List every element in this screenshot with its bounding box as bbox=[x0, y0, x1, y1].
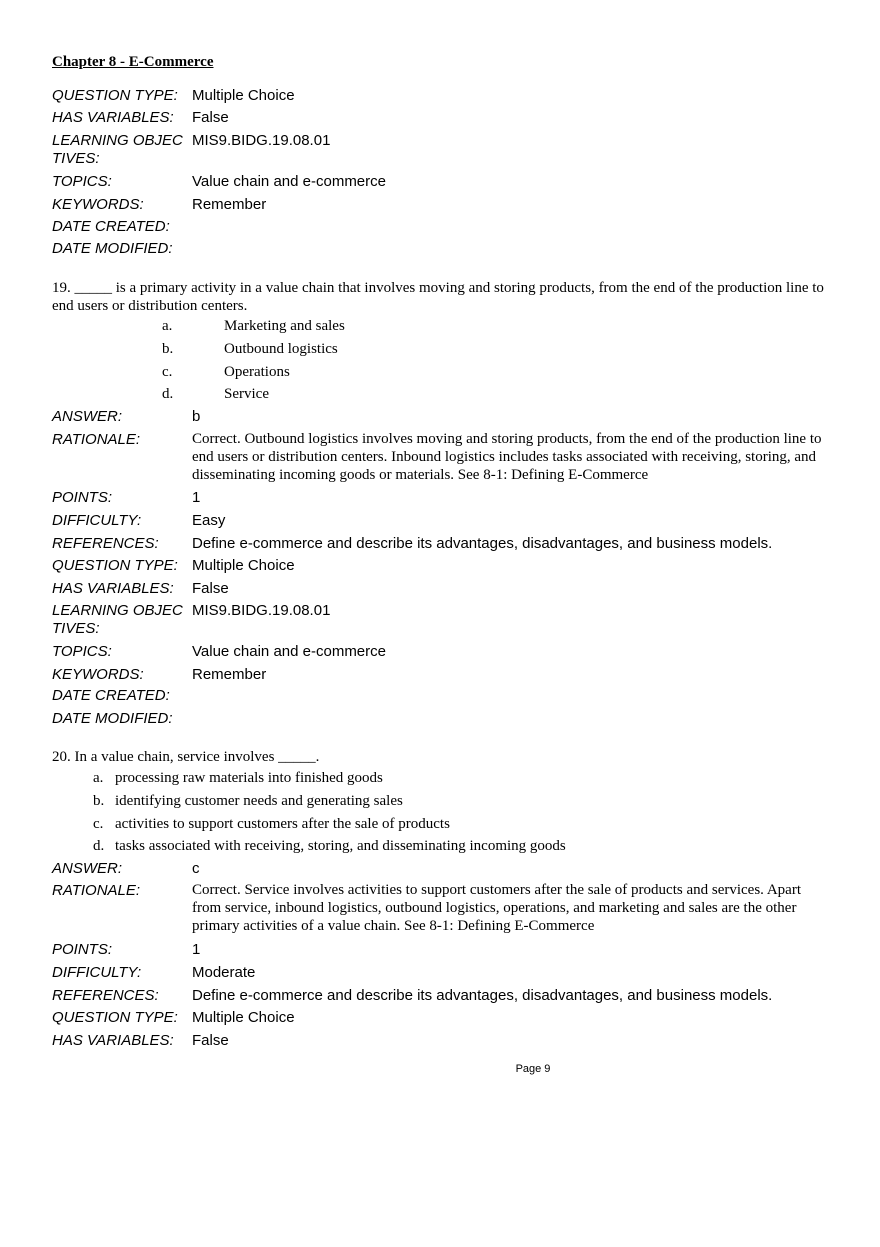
chapter-title: Chapter 8 - E-Commerce bbox=[52, 54, 214, 70]
learning-objectives-label-cont: TIVES: bbox=[52, 620, 100, 637]
date-created-label: DATE CREATED: bbox=[52, 687, 170, 704]
choice-text: processing raw materials into finished goods bbox=[115, 770, 383, 786]
rationale-label: RATIONALE: bbox=[52, 882, 141, 899]
has-variables-label: HAS VARIABLES: bbox=[52, 1032, 174, 1049]
learning-objectives-value: MIS9.BIDG.19.08.01 bbox=[192, 602, 331, 619]
keywords-value: Remember bbox=[192, 196, 267, 213]
points-value: 1 bbox=[192, 941, 201, 958]
points-label: POINTS: bbox=[52, 489, 113, 506]
date-created-label: DATE CREATED: bbox=[52, 218, 170, 235]
choice-letter: a. bbox=[93, 770, 104, 786]
difficulty-value: Easy bbox=[192, 512, 226, 529]
answer-label: ANSWER: bbox=[52, 860, 123, 877]
learning-objectives-label: LEARNING OBJEC bbox=[52, 132, 183, 149]
choice-letter: b. bbox=[93, 793, 105, 809]
difficulty-value: Moderate bbox=[192, 964, 256, 981]
choice-letter: d. bbox=[93, 838, 105, 854]
references-value: Define e-commerce and describe its advantages, disadvantages, and business models. bbox=[192, 535, 773, 552]
topics-value: Value chain and e-commerce bbox=[192, 643, 386, 660]
choice-letter: d. bbox=[162, 386, 174, 402]
choice-text: tasks associated with receiving, storing, and disseminating incoming goods bbox=[115, 838, 566, 854]
learning-objectives-value: MIS9.BIDG.19.08.01 bbox=[192, 132, 331, 149]
question-type-label: QUESTION TYPE: bbox=[52, 87, 178, 104]
choice-text: Outbound logistics bbox=[224, 341, 338, 357]
question-type-label: QUESTION TYPE: bbox=[52, 1009, 178, 1026]
references-label: REFERENCES: bbox=[52, 535, 159, 552]
has-variables-label: HAS VARIABLES: bbox=[52, 109, 174, 126]
rationale-label: RATIONALE: bbox=[52, 431, 141, 448]
choice-text: Operations bbox=[224, 364, 290, 380]
topics-label: TOPICS: bbox=[52, 643, 112, 660]
rationale-text: Correct. Service involves activities to support customers after the sale of products and services. Apart from service, inbound logistics, outbound logistics, operations, and marketing and sales are the other primary activities of a value chain. See 8-1: Defining E-Commerce bbox=[192, 882, 801, 934]
date-modified-label: DATE MODIFIED: bbox=[52, 710, 173, 727]
has-variables-label: HAS VARIABLES: bbox=[52, 580, 174, 597]
question-stem: 20. In a value chain, service involves _____. bbox=[52, 749, 320, 765]
answer-value: b bbox=[192, 408, 201, 425]
choice-letter: a. bbox=[162, 318, 173, 334]
answer-label: ANSWER: bbox=[52, 408, 123, 425]
references-value: Define e-commerce and describe its advantages, disadvantages, and business models. bbox=[192, 987, 773, 1004]
choice-letter: c. bbox=[93, 816, 104, 832]
choice-text: Marketing and sales bbox=[224, 318, 345, 334]
question-type-label: QUESTION TYPE: bbox=[52, 557, 178, 574]
rationale-text: Correct. Outbound logistics involves moving and storing products, from the end of the production line to end users or distribution centers. Inbound logistics includes tasks associated with receiving, storing, and disseminating incoming goods or materials. See 8-1: Defining E-Commerce bbox=[192, 431, 822, 483]
points-value: 1 bbox=[192, 489, 201, 506]
difficulty-label: DIFFICULTY: bbox=[52, 964, 142, 981]
references-label: REFERENCES: bbox=[52, 987, 159, 1004]
question-type-value: Multiple Choice bbox=[192, 1009, 295, 1026]
date-modified-label: DATE MODIFIED: bbox=[52, 240, 173, 257]
question-type-value: Multiple Choice bbox=[192, 557, 295, 574]
choice-text: activities to support customers after the sale of products bbox=[115, 816, 450, 832]
learning-objectives-label-cont: TIVES: bbox=[52, 150, 100, 167]
has-variables-value: False bbox=[192, 580, 229, 597]
question-type-value: Multiple Choice bbox=[192, 87, 295, 104]
choice-letter: c. bbox=[162, 364, 173, 380]
choice-text: Service bbox=[224, 386, 269, 402]
topics-value: Value chain and e-commerce bbox=[192, 173, 386, 190]
keywords-label: KEYWORDS: bbox=[52, 666, 144, 683]
topics-label: TOPICS: bbox=[52, 173, 112, 190]
learning-objectives-label: LEARNING OBJEC bbox=[52, 602, 183, 619]
answer-value: c bbox=[192, 860, 200, 877]
points-label: POINTS: bbox=[52, 941, 113, 958]
choice-letter: b. bbox=[162, 341, 174, 357]
page-number: Page 9 bbox=[515, 1063, 551, 1075]
difficulty-label: DIFFICULTY: bbox=[52, 512, 142, 529]
has-variables-value: False bbox=[192, 1032, 229, 1049]
has-variables-value: False bbox=[192, 109, 229, 126]
choice-text: identifying customer needs and generating sales bbox=[115, 793, 403, 809]
keywords-value: Remember bbox=[192, 666, 267, 683]
question-stem: 19. _____ is a primary activity in a value chain that involves moving and storing products, from the end of the production line to end users or distribution centers. bbox=[52, 280, 824, 314]
keywords-label: KEYWORDS: bbox=[52, 196, 144, 213]
